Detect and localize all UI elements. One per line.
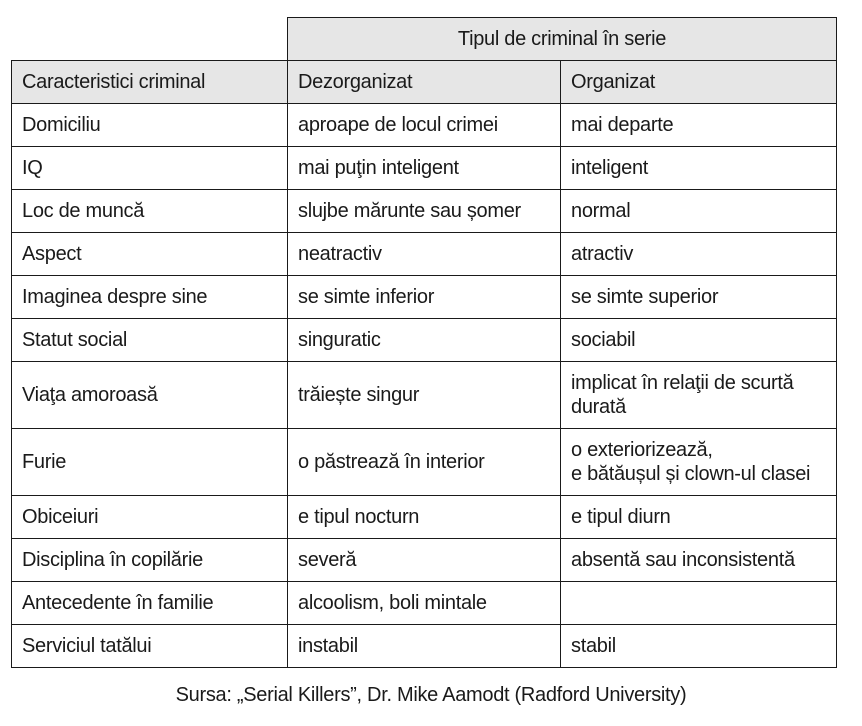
cell-organized: se simte superior [561,276,837,319]
cell-characteristic: Furie [12,429,288,496]
cell-organized: stabil [561,625,837,668]
cell-organized: absentă sau inconsistentă [561,539,837,582]
cell-organized: atractiv [561,233,837,276]
table-row [12,190,837,233]
cell-organized [561,582,837,625]
group-header: Tipul de criminal în serie [288,18,837,61]
table-row [12,496,837,539]
table-row [12,625,837,668]
cell-disorganized: slujbe mărunte sau șomer [288,190,561,233]
table-row [12,319,837,362]
table-row [12,104,837,147]
cell-disorganized: instabil [288,625,561,668]
table-row [12,276,837,319]
table-row [12,362,837,429]
cell-organized: normal [561,190,837,233]
column-header-disorganized: Dezorganizat [288,61,561,104]
cell-characteristic: IQ [12,147,288,190]
cell-organized: inteligent [561,147,837,190]
cell-characteristic: Aspect [12,233,288,276]
column-header-row [12,61,837,104]
table-row [12,233,837,276]
cell-characteristic: Viaţa amoroasă [12,362,288,429]
cell-characteristic: Disciplina în copilărie [12,539,288,582]
cell-organized: e tipul diurn [561,496,837,539]
column-header-characteristic: Caracteristici criminal [12,61,288,104]
cell-disorganized: singuratic [288,319,561,362]
serial-killer-comparison-table [11,17,837,668]
cell-organized: implicat în relaţii de scurtă durată [561,362,837,429]
cell-disorganized: o păstrează în interior [288,429,561,496]
cell-disorganized: se simte inferior [288,276,561,319]
group-header-row [12,18,837,61]
cell-characteristic: Loc de muncă [12,190,288,233]
cell-disorganized: e tipul nocturn [288,496,561,539]
cell-organized: mai departe [561,104,837,147]
table-row [12,429,837,496]
column-header-organized: Organizat [561,61,837,104]
table-row [12,539,837,582]
cell-characteristic: Serviciul tatălui [12,625,288,668]
cell-disorganized: alcoolism, boli mintale [288,582,561,625]
cell-characteristic: Antecedente în familie [12,582,288,625]
cell-organized: sociabil [561,319,837,362]
cell-disorganized: aproape de locul crimei [288,104,561,147]
source-caption: Sursa: „Serial Killers”, Dr. Mike Aamodt (Radford University) [175,684,687,706]
cell-disorganized: neatractiv [288,233,561,276]
cell-characteristic: Domiciliu [12,104,288,147]
cell-disorganized: trăiește singur [288,362,561,429]
cell-organized: o exteriorizează, e bătăușul și clown-ul clasei [561,429,837,496]
table-row [12,582,837,625]
cell-characteristic: Obiceiuri [12,496,288,539]
cell-disorganized: mai puţin inteligent [288,147,561,190]
empty-corner-cell [12,18,288,61]
cell-disorganized: severă [288,539,561,582]
table-row [12,147,837,190]
cell-characteristic: Statut social [12,319,288,362]
serial-killer-table-container [11,17,836,668]
cell-characteristic: Imaginea despre sine [12,276,288,319]
